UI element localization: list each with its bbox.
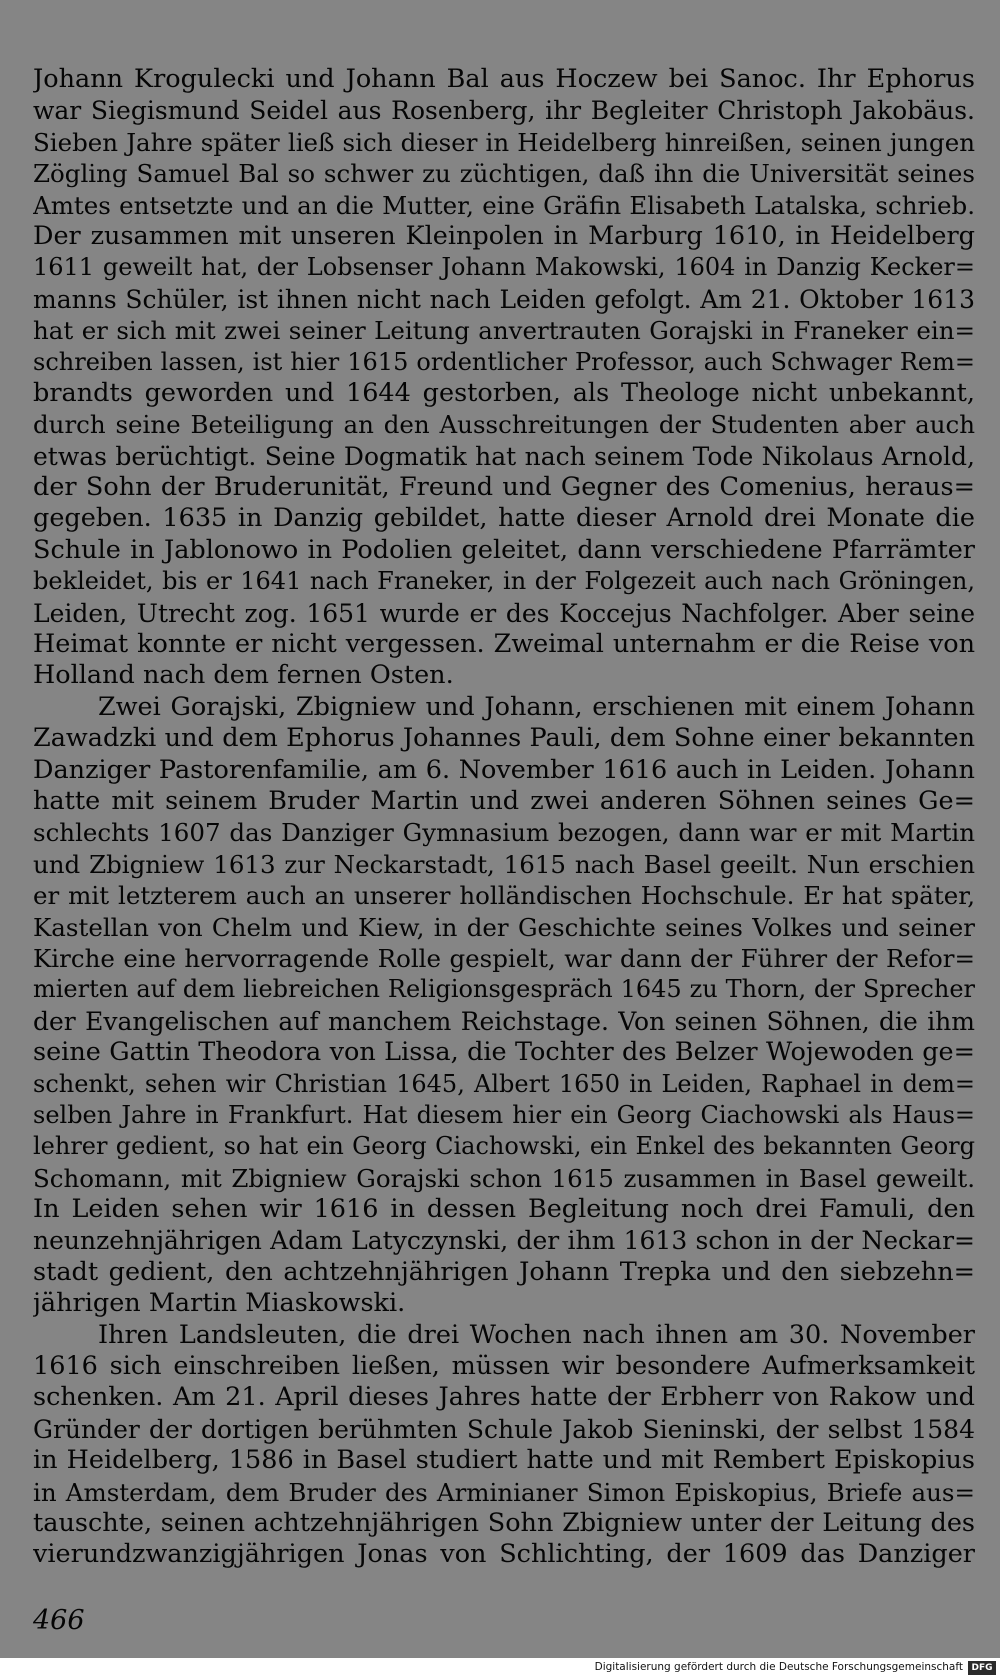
text-line: stadt gedient, den achtzehnjährigen Johann Trepka und den siebzehn= — [33, 1256, 975, 1287]
text-line: er mit letzterem auch an unserer holländischen Hochschule. Er hat später, — [33, 881, 975, 911]
text-line: Sieben Jahre später ließ sich dieser in Heidelberg hinreißen, seinen jungen — [33, 127, 975, 157]
text-line: hat er sich mit zwei seiner Leitung anvertrauten Gorajski in Franeker ein= — [33, 316, 975, 346]
text-line: in Heidelberg, 1586 in Basel studiert hatte und mit Rembert Episkopius — [33, 1445, 975, 1476]
text-line: 1611 geweilt hat, der Lobsenser Johann Makowski, 1604 in Danzig Kecker= — [33, 253, 975, 282]
text-line: Heimat konnte er nicht vergessen. Zweimal unternahm er die Reise von — [33, 629, 975, 660]
text-line: seine Gattin Theodora von Lissa, die Tochter des Belzer Wojewoden ge= — [33, 1037, 975, 1068]
text-line: Schomann, mit Zbigniew Gorajski schon 1615 zusammen in Basel geweilt. — [33, 1163, 975, 1193]
text-line: schreiben lassen, ist hier 1615 ordentlicher Professor, auch Schwager Rem= — [33, 347, 975, 376]
text-line: der Evangelischen auf manchem Reichstage. Von seinen Söhnen, die ihm — [33, 1006, 975, 1036]
text-line: Amtes entsetzte und an die Mutter, eine Gräfin Elisabeth Latalska, schrieb. — [33, 190, 975, 220]
body-text — [33, 64, 975, 1571]
text-line: neunzehnjährigen Adam Latyczynski, der ihm 1613 schon in der Neckar= — [33, 1226, 975, 1256]
text-line: mierten auf dem liebreichen Religionsgespräch 1645 zu Thorn, der Sprecher — [33, 975, 975, 1004]
text-line: bekleidet, bis er 1641 nach Franeker, in der Folgezeit auch nach Gröningen, — [33, 567, 975, 596]
text-line: schenken. Am 21. April dieses Jahres hatte der Erbherr von Rakow und — [33, 1382, 975, 1413]
text-line: Johann Krogulecki und Johann Bal aus Hoczew bei Sanoc. Ihr Ephorus — [33, 64, 975, 94]
text-line: Danziger Pastorenfamilie, am 6. November 1616 auch in Leiden. Johann — [33, 754, 975, 785]
text-line: jährigen Martin Miaskowski. — [33, 1288, 406, 1319]
text-line: In Leiden sehen wir 1616 in dessen Begleitung noch drei Famuli, den — [33, 1194, 975, 1225]
text-line: und Zbigniew 1613 zur Neckarstadt, 1615 nach Basel geeilt. Nun erschien — [33, 849, 975, 879]
text-line: Holland nach dem fernen Osten. — [33, 660, 454, 691]
dfg-logo-icon: DFG — [968, 1661, 996, 1675]
page-number: 466 — [33, 1605, 85, 1636]
text-line: Schule in Jablonowo in Podolien geleitet, dann verschiedene Pfarrämter — [33, 534, 975, 565]
text-line: Zögling Samuel Bal so schwer zu züchtigen, daß ihn die Universität seines — [33, 159, 975, 189]
text-line: Leiden, Utrecht zog. 1651 wurde er des Koccejus Nachfolger. Aber seine — [33, 598, 975, 628]
text-line: hatte mit seinem Bruder Martin und zwei anderen Söhnen seines Ge= — [33, 785, 975, 816]
text-line: Gründer der dortigen berühmten Schule Jakob Sieninski, der selbst 1584 — [33, 1414, 975, 1444]
funding-credit: Digitalisierung gefördert durch die Deutsche Forschungsgemeinschaft — [594, 1661, 963, 1673]
text-line: Der zusammen mit unseren Kleinpolen in Marburg 1610, in Heidelberg — [33, 220, 975, 251]
text-line: Zwei Gorajski, Zbigniew und Johann, erschienen mit einem Johann — [98, 691, 975, 722]
text-line: Ihren Landsleuten, die drei Wochen nach ihnen am 30. November — [98, 1319, 975, 1350]
text-line: lehrer gedient, so hat ein Georg Ciachowski, ein Enkel des bekannten Georg — [33, 1132, 975, 1161]
text-line: Zawadzki und dem Ephorus Johannes Pauli, dem Sohne einer bekannten — [33, 723, 975, 754]
text-line: etwas berüchtigt. Seine Dogmatik hat nach seinem Tode Nikolaus Arnold, — [33, 441, 975, 471]
text-line: Kirche eine hervorragende Rolle gespielt, war dann der Führer der Refor= — [33, 943, 975, 973]
text-line: in Amsterdam, dem Bruder des Arminianer Simon Episkopius, Briefe aus= — [33, 1477, 975, 1507]
text-line: durch seine Beteiligung an den Ausschreitungen der Studenten aber auch — [33, 410, 975, 440]
text-line: selben Jahre in Frankfurt. Hat diesem hier ein Georg Ciachowski als Haus= — [33, 1100, 975, 1129]
text-line: Kastellan von Chelm und Kiew, in der Geschichte seines Volkes und seiner — [33, 912, 975, 942]
text-line: brandts geworden und 1644 gestorben, als Theologe nicht unbekannt, — [33, 377, 975, 408]
text-line: war Siegismund Seidel aus Rosenberg, ihr Begleiter Christoph Jakobäus. — [33, 96, 975, 126]
text-line: der Sohn der Bruderunität, Freund und Gegner des Comenius, heraus= — [33, 472, 975, 503]
text-line: manns Schüler, ist ihnen nicht nach Leiden gefolgt. Am 21. Oktober 1613 — [33, 284, 975, 314]
text-line: schlechts 1607 das Danziger Gymnasium bezogen, dann war er mit Martin — [33, 818, 975, 848]
text-line: schenkt, sehen wir Christian 1645, Albert 1650 in Leiden, Raphael in dem= — [33, 1069, 975, 1098]
text-line: 1616 sich einschreiben ließen, müssen wir besondere Aufmerksamkeit — [33, 1351, 975, 1382]
text-line: tauschte, seinen achtzehnjährigen Sohn Zbigniew unter der Leitung des — [33, 1507, 975, 1538]
footer-bar — [0, 1658, 1000, 1679]
text-line: gegeben. 1635 in Danzig gebildet, hatte dieser Arnold drei Monate die — [33, 503, 975, 534]
text-line: vierundzwanzigjährigen Jonas von Schlichting, der 1609 das Danziger — [33, 1539, 975, 1570]
